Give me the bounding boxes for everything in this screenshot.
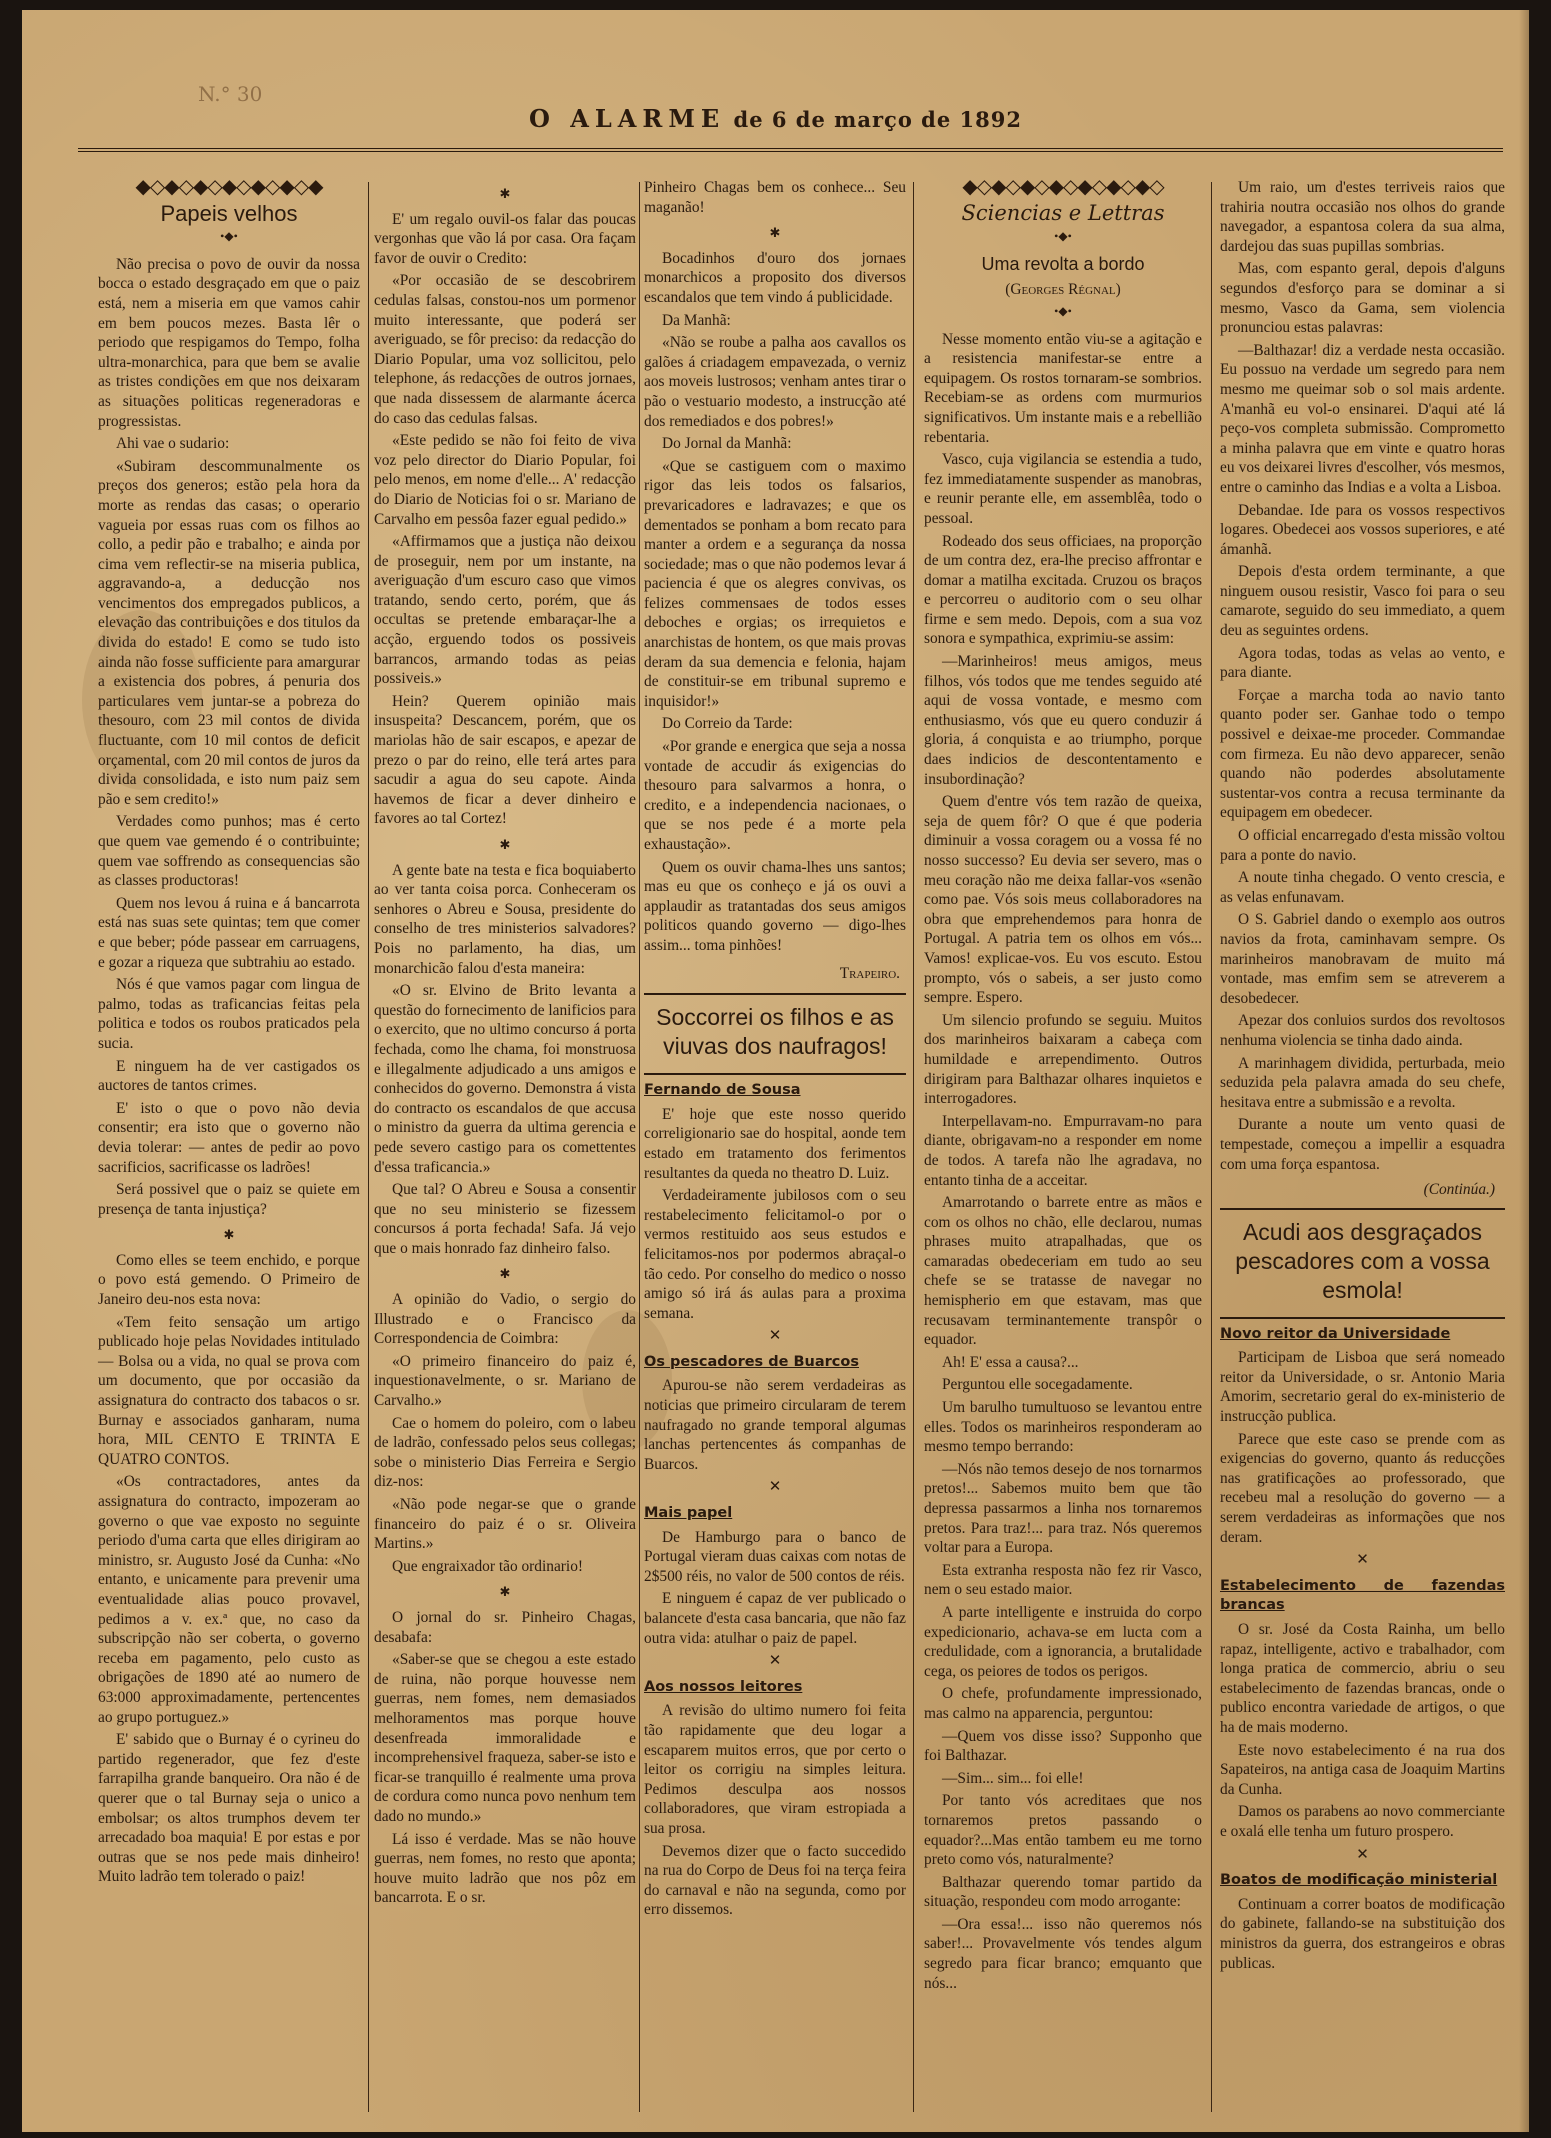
paragraph: De Hamburgo para o banco de Portugal vieram duas caixas com notas de 2$500 réis, no valor de 500 contos de réis. <box>644 1528 906 1585</box>
ornament-row: ◆◇◆◇◆◇◆◇◆◇◆◇◆◇ <box>962 178 1164 198</box>
ornament-row: ◆◇◆◇◆◇◆◇◆◇◆◇◆ <box>135 178 323 198</box>
paragraph: O official encarregado d'esta missão voltou para a ponte do navio. <box>1220 827 1505 864</box>
news-subhead: Estabelecimento de fazendas brancas <box>1220 1577 1505 1614</box>
paragraph: Verdadeiramente jubilosos com o seu restabelecimento felicitamol-o por o vermos restituido aos seus estudos e felicitamos-nos por podermos abraçal-o tão cedo. Por conselho do medico o nosso amigo só irá ás aulas para a proxima semana. <box>644 1187 906 1322</box>
paper-name: O ALARME <box>529 104 726 133</box>
cross-divider: ✕ <box>768 1653 782 1670</box>
paragraph: Perguntou elle socegadamente. <box>942 1376 1133 1394</box>
news-subhead: Boatos de modificação ministerial <box>1220 1872 1498 1889</box>
source-label: Do Jornal da Manhã: <box>662 435 792 453</box>
paragraph: Cae o homem do poleiro, com o labeu de ladrão, confessado pelos seus collegas; sobe o ministerio Dias Ferreira e Sergio diz-nos: <box>374 1414 636 1491</box>
appeal-headline: Soccorrei os filhos e as viuvas dos naufragos! <box>656 1004 894 1060</box>
paragraph: Ahi vae o sudario: <box>116 435 230 453</box>
paragraph: Durante a noute um vento quasi de tempestade, começou a impellir a esquadra com uma força espantosa. <box>1220 1116 1505 1173</box>
paragraph: Participam de Lisboa que será nomeado reitor da Universidade, o sr. Antonio Maria Amorim, secretario geral do ex-ministerio de instrucção publica. <box>1220 1349 1505 1426</box>
cross-divider: ✕ <box>1356 1552 1369 1569</box>
column-rule <box>639 182 640 2112</box>
paragraph: Apurou-se não serem verdadeiras as noticias que primeiro circularam de terem naufragado no grande temporal algumas lanchas pertencentes ás companhas de Buarcos. <box>644 1377 906 1473</box>
column-3 <box>644 178 906 1923</box>
paragraph: Nesse momento então viu-se a agitação e a resistencia manifestar-se entre a equipagem. Os rostos tornaram-se sombrios. Recebiam-se as ordens com murmurios significativos. Um instante mais e a rebellião rebentaria. <box>924 330 1202 446</box>
paragraph: Rodeado dos seus officiaes, na proporção de um contra dez, era-lhe preciso affrontar e domar a matilha excitada. Cruzou os braços e percorreu o auditorio com o seu olhar firme e sem medo. Depois, com a sua voz sonora e sympathica, exprimiu-se assim: <box>924 532 1202 648</box>
paragraph: E' hoje que este nosso querido correligionario sae do hospital, aonde tem estado em tratamento dos ferimentos resultantes da queda no theatro D. Luiz. <box>644 1105 906 1182</box>
paragraph: Hein? Querem opinião mais insuspeita? Descancem, porém, que os mariolas hão de sair escapos, e apezar de prezo o par do reino, elle terá artes para sacudir a agua do seu capote. Ainda havemos de ficar a dever dinheiro e favores ao tal Cortez! <box>374 692 636 828</box>
paragraph: —Balthazar! diz a verdade nesta occasião. Eu possuo na verdade um segredo para nem mesmo me queimar sob o sol mais ardente. A'manhã eu vol-o ensinarei. D'aqui até lá peço-vos completa submissão. Comprometto a minha palavra que em vinte e quatro horas eu vos deixarei livres d'escolher, vós mesmos, entre o caminho das Indias e a volta a Lisboa. <box>1220 341 1505 496</box>
paragraph: Mas, com espanto geral, depois d'alguns segundos d'esforço para se dominar a si mesmo, Vasco da Gama, sem violencia pronunciou estas palavras: <box>1220 260 1505 337</box>
section-rule <box>644 1073 906 1075</box>
paragraph: Balthazar querendo tomar partido da situação, respondeu com modo arrogante: <box>924 1873 1202 1911</box>
star-divider: ✱ <box>499 1266 511 1282</box>
quote-paragraph: «Por grande e energica que seja a nossa vontade de accudir ás exigencias do thesouro para salvarmos a honra, o credito, e a independencia nacionaes, o que se nos pede é a morte pela exhaustação». <box>644 738 906 853</box>
cross-divider: ✕ <box>1356 1846 1369 1863</box>
star-divider: ✱ <box>223 1227 235 1243</box>
paragraph: —Sim... sim... foi elle! <box>942 1769 1084 1787</box>
paragraph: Depois d'esta ordem terminante, a que ninguem ousou resistir, Vasco foi para o seu camarote, seguido do seu immediato, a quem deu as seguintes ordens. <box>1220 563 1505 640</box>
paragraph: —Nós não temos desejo de nos tornarmos pretos!... Sabemos muito bem que tão depressa passarmos a linha nos tornaremos pretos. Para traz!... para traz. Nós queremos voltar para a Europa. <box>924 1460 1202 1557</box>
source-label: Da Manhã: <box>662 311 731 329</box>
issue-number: N.° 30 <box>198 82 263 106</box>
paragraph: Como elles se teem enchido, e porque o povo está gemendo. O Primeiro de Janeiro deu-nos esta nova: <box>98 1251 360 1309</box>
star-divider: ✱ <box>499 186 511 201</box>
paragraph: Debandae. Ide para os vossos respectivos logares. Obedecei aos vossos superiores, e até ámanhã. <box>1220 501 1505 558</box>
continues-note: (Continúa.) <box>1423 1181 1495 1199</box>
paragraph: Um silencio profundo se seguiu. Muitos dos marinheiros baixaram a cabeça com humildade e arrependimento. Outros dirigiram para Balthazar olhares inquietos e interrogadores. <box>924 1011 1202 1108</box>
quote-paragraph: «Que se castiguem com o maximo rigor das leis todos os falsarios, prevaricadores e ladravazes; e que os dementados se ponham a bom recato para manter a ordem e a segurança da nossa sociedade; mas o que não podemos levar á paciencia é que os alegres convivas, os felizes commensaes de todos esses deboches e orgias; os irrequietos e anarchistas de hontem, os que mais provas deram da sua demencia e felonia, hajam de constituir-se em tribunal supremo e inquisidor!» <box>644 457 907 710</box>
column-rule <box>913 182 914 2112</box>
paragraph: A parte intelligente e instruida do corpo expedicionario, achava-se em lucta com a credulidade, com a ignorancia, a brutalidade cega, os peiores de todos os perigos. <box>924 1603 1202 1680</box>
news-subhead: Aos nossos leitores <box>644 1678 803 1695</box>
column-rule <box>368 182 369 2112</box>
quote-paragraph: «Por occasião de se descobrirem cedulas falsas, constou-nos um pormenor muito interessante, que poderá ser averiguado, se fôr preciso: da redacção do Diario Popular, uma voz sollicitou, pelo telephone, ás redacções de outros jornaes, que nada dissessem de alarmante ácerca do caso das cedulas falsas. <box>374 272 636 427</box>
news-subhead: Mais papel <box>644 1505 733 1522</box>
paragraph: O S. Gabriel dando o exemplo aos outros navios da frota, caminhavam sempre. Os marinheiros manobravam de muito má vontade, mas emfim sem se atreverem a desobedecer. <box>1220 911 1505 1007</box>
paragraph: —Marinheiros! meus amigos, meus filhos, vós todos que me tendes seguido até aqui de vossa vontade, e mesmo com enthusiasmo, vós que eu quero conduzir á gloria, á conquista e ao triumpho, porque daes indicios de descontentamento e insubordinação? <box>924 653 1202 788</box>
column-4 <box>924 178 1202 1996</box>
paragraph: Que engraixador tão ordinario! <box>392 1557 584 1575</box>
paragraph: Um barulho tumultuoso se levantou entre elles. Todos os marinheiros responderam ao mesmo tempo berrando: <box>924 1399 1202 1456</box>
quote-paragraph: «O sr. Elvino de Brito levanta a questão do fornecimento de lanificios para o exercito, que no ultimo concurso á porta fechada, como lhe chama, foi monstruosa e illegalmente adjudicado a uns amigos e conhecidos do governo. Demonstra á vista do contracto os escandalos de que accusa o ministro da guerra da ultima gerencia e pede severo castigo para os comettentes d'essa traficancia.» <box>374 982 636 1176</box>
masthead-rule <box>78 148 1503 152</box>
section-rule <box>1220 1317 1505 1319</box>
quote-paragraph: «Não se roube a palha aos cavallos os galões á criadagem empavezada, o verniz aos moveis lustrosos; venham antes tirar o pão o vestuario modesto, a instrucção até dos remediados e dos pobres!» <box>644 334 906 430</box>
column-rule <box>1211 182 1212 2112</box>
quote-paragraph: «Não pode negar-se que o grande financeiro do paiz é o sr. Oliveira Martins.» <box>374 1496 636 1553</box>
news-subhead: Os pescadores de Buarcos <box>644 1353 859 1370</box>
quote-paragraph: «Affirmamos que a justiça não deixou de proseguir, nem por um instante, na averiguação d'um escuro caso que vimos tratando, sendo certo, porém, que ás occultas se pretende embaraçar-lhe a acção, erguendo todos os possiveis barrancos, armando todas as peias possiveis.» <box>374 533 636 688</box>
paragraph: Parece que este caso se prende com as exigencias do governo, quanto ás reducções nas gratificações ao professorado, que recebeu mal a resolução do governo — a serem verdadeiras as informações que nos deram. <box>1220 1430 1505 1546</box>
paragraph: E' isto o que o povo não devia consentir; era isto que o governo não devia tolerar: — antes de pedir ao povo sacrificios, sacrificasse os ladrões! <box>98 1099 360 1176</box>
paragraph: E ninguem é capaz de ver publicado o balancete d'esta casa bancaria, que não faz outra vida: atulhar o paiz de papel. <box>644 1590 906 1647</box>
paragraph: Verdades como punhos; mas é certo que quem vae gemendo é o contribuinte; quem vae soffrendo as consequencias são as classes productoras! <box>98 813 360 890</box>
page-edge-shadow <box>1519 10 1529 2132</box>
paragraph: Devemos dizer que o facto succedido na rua do Corpo de Deus foi na terça feira do carnaval e não na segunda, como por erro dissemos. <box>644 1842 906 1919</box>
paragraph: Pinheiro Chagas bem os conhece... Seu maganão! <box>644 179 906 216</box>
quote-paragraph: «Este pedido se não foi feito de viva voz pelo director do Diario Popular, foi pelo menos, em nome d'elle... A' redacção do Diario de Noticias foi o sr. Mariano de Carvalho em pessôa fazer egual pedido.» <box>374 432 636 528</box>
paragraph: E' um regalo ouvil-os falar das poucas vergonhas que vão lá por casa. Ora façam favor de ouvir o Credito: <box>374 210 636 267</box>
quote-paragraph: «Saber-se que se chegou a este estado de ruina, não porque houvesse nem guerras, nem fomes, nem demasiados melhoramentos mas porque houve desenfreada immoralidade e incomprehensivel fraqueza, saber-se isto e ficar-se tranquillo é realmente uma prova de cordura como nunca povo nenhum tem dado no mundo.» <box>374 1651 636 1825</box>
section-rule <box>1220 1208 1505 1210</box>
paragraph: Quem nos levou á ruina e á bancarrota está nas suas sete quintas; tem que comer e que beber; póde passear em carruagens, e gozar a riqueza que subtrahiu ao estado. <box>98 894 360 971</box>
paragraph: Amarrotando o barrete entre as mãos e com os olhos no chão, elle declarou, numas phrases muito atrapalhadas, que os camaradas obedeceriam em tudo ao seu chefe se se tratasse de navegar no hemispherio em que estavam, mas que recusavam terminantemente transpôr o equador. <box>924 1194 1202 1349</box>
paragraph: Que tal? O Abreu e Sousa a consentir que no seu ministerio se fizessem concursos á porta fechada! Safa. Já vejo que o mais honrado faz dinheiro falso. <box>374 1181 636 1257</box>
paragraph: E' sabido que o Burnay é o cyrineu do partido regenerador, que fez d'este farrapilha grande banqueiro. Ora não é de querer que o tal Burnay seja o unico a embolsar; os altos trumphos devem ter arrecadado boa maquia! E por estas e por outras que se nos pede mais dinheiro! Muito ladrão tem tolerado o paiz! <box>98 1731 360 1886</box>
section-rule <box>644 993 906 995</box>
article-title: Uma revolta a bordo <box>981 253 1145 274</box>
paragraph: Nós é que vamos pagar com lingua de palmo, todas as traficancias feitas pela politica e todos os roubos praticados pela sucia. <box>98 976 360 1052</box>
paragraph: Este novo estabelecimento é na rua dos Sapateiros, na antiga casa de Joaquim Martins da Cunha. <box>1220 1741 1505 1798</box>
paragraph: O chefe, profundamente impressionado, mas calmo na apparencia, perguntou: <box>924 1685 1202 1722</box>
paragraph: Não precisa o povo de ouvir da nossa bocca o estado desgraçado em que o paiz está, nem a miseria em que vamos cahir em bem poucos mezes. Basta lêr o periodo que respigamos do Tempo, folha ultra-monarchica, para que bem se avalie as tristes condições em que nos deixaram as situações politicas regeneradoras e progressistas. <box>98 255 360 430</box>
paragraph: —Ora essa!... isso não queremos nós saber!... Provavelmente vós tendes algum segredo para ficar branco; emquanto que nós... <box>924 1915 1202 1992</box>
paragraph: Um raio, um d'estes terriveis raios que trahiria noutra occasião nos olhos do grande navegador, a espantosa colera da sua alma, dardejou das suas pupillas sombrias. <box>1220 179 1505 255</box>
section-title: Sciencias e Lettras <box>961 200 1165 225</box>
paragraph: A opinião do Vadio, o sergio do Illustrado e o Francisco da Correspondencia de Coimbra: <box>374 1291 636 1348</box>
paragraph: Quem d'entre vós tem razão de queixa, seja de quem fôr? O que é que poderia diminuir a vossa coragem ou a vossa fé no nosso successo? Eu devia ser severo, mas o meu coração não me deixa fallar-vos «senão como pae. Vós sois meus collaboradores na obra que emprehendemos para honra de Portugal. A patria tem os olhos em vós... Vamos! explicae-vos. Eu vos escuto. Estou prompto, vós o sabeis, a ser justo como sempre. Espero. <box>924 793 1202 1007</box>
paragraph: Quem os ouvir chama-lhes uns santos; mas eu que os conheço e já os ouvi a applaudir as tratantadas dos seus amigos politicos quando governo — digo-lhes assim... toma pinhões! <box>644 858 906 954</box>
source-label: Do Correio da Tarde: <box>662 715 793 733</box>
paragraph: A marinhagem dividida, perturbada, meio seduzida pela palavra amada do seu chefe, hesitava entre a submissão e a revolta. <box>1220 1054 1505 1111</box>
paragraph: —Quem vos disse isso? Supponho que foi Balthazar. <box>924 1727 1202 1765</box>
column-1 <box>98 178 360 1890</box>
masthead <box>22 104 1529 133</box>
ornament-divider: •◆• <box>1054 303 1072 318</box>
paragraph: Esta extranha resposta não fez rir Vasco, nem o seu estado maior. <box>924 1561 1202 1599</box>
paragraph: Por tanto vós acreditaes que nos tornaremos pretos passando o equador?...Mas então tambem eu me torno preto como vós, naturalmente? <box>924 1792 1202 1869</box>
paragraph: Bocadinhos d'ouro dos jornaes monarchicos a proposito dos diversos escandalos que tem vindo á publicidade. <box>644 249 906 306</box>
star-divider: ✱ <box>499 1584 511 1600</box>
quote-paragraph: «Os contractadores, antes da assignatura do contracto, impozeram ao governo o que vae exposto no seguinte periodo d'uma carta que elles dirigiram ao ministro, sr. Augusto José da Cunha: «No entanto, e unicamente para prevenir uma eventualidade alias pouco provavel, pedimos a v. ex.ª que, no caso da subscripção não ser coberta, o governo receba em pagamento, pelo custo as obrigações de 1890 até ao numero de 63:000 approximadamente, pertencentes ao grupo portuguez.» <box>98 1473 360 1726</box>
author-name: (Georges Régnal) <box>1005 281 1121 299</box>
paragraph: E ninguem ha de ver castigados os auctores de tantos crimes. <box>98 1057 360 1095</box>
paragraph: Lá isso é verdade. Mas se não houve guerras, nem fomes, no resto que aponta; houve muito ladrão que nos pôz em bancarrota. E o sr. <box>374 1830 636 1907</box>
author-signature: Trapeiro. <box>839 964 900 982</box>
paragraph: Ah! E' essa a causa?... <box>942 1353 1079 1371</box>
paragraph: Apezar dos conluios surdos dos revoltosos nenhuma violencia se tinha dado ainda. <box>1220 1012 1505 1049</box>
paragraph: O jornal do sr. Pinheiro Chagas, desabafa: <box>374 1608 636 1646</box>
paragraph: Forçae a marcha toda ao navio tanto quanto poder ser. Ganhae todo o tempo possivel e deixae-me proceder. Commandae com firmeza. Eu não devo apparecer, senão quando não poderdes absolutamente sustentar-vos contra a recusa terminante da equipagem em obedecer. <box>1220 686 1505 822</box>
ornament-divider: •◆• <box>220 229 238 244</box>
paragraph: Será possivel que o paiz se quiete em presença de tanta injustiça? <box>98 1181 360 1218</box>
column-2 <box>374 178 636 1911</box>
issue-date: de 6 de março de 1892 <box>733 107 1022 132</box>
paragraph: Vasco, cuja vigilancia se estendia a tudo, fez immediatamente suspender as manobras, e reunir perante elle, em assemblêa, todo o pessoal. <box>924 451 1202 527</box>
ornament-divider: •◆• <box>1054 229 1072 244</box>
paragraph: Agora todas, todas as velas ao vento, e para diante. <box>1220 644 1505 682</box>
paragraph: Damos os parabens ao novo commerciante e oxalá elle tenha um futuro prospero. <box>1220 1803 1505 1840</box>
quote-paragraph: «O primeiro financeiro do paiz é, inquestionavelmente, o sr. Mariano de Carvalho.» <box>374 1352 636 1410</box>
cross-divider: ✕ <box>768 1328 782 1345</box>
paragraph: A noute tinha chegado. O vento crescia, e as velas enfunavam. <box>1220 869 1505 906</box>
cross-divider: ✕ <box>768 1479 782 1496</box>
paragraph: O sr. José da Costa Rainha, um bello rapaz, intelligente, activo e trabalhador, com longa pratica de commercio, abriu o seu estabelecimento de fazendas brancas, onde o publico encontra variedade de artigos, o que ha de mais moderno. <box>1220 1621 1505 1736</box>
paragraph: Interpellavam-no. Empurravam-no para diante, obrigavam-no a responder em nome de todos. A tarefa não lhe agradava, no entanto tinha de a acceitar. <box>924 1112 1202 1189</box>
star-divider: ✱ <box>769 225 781 241</box>
newspaper-page <box>22 10 1529 2132</box>
article-title: Papeis velhos <box>160 200 298 226</box>
star-divider: ✱ <box>499 837 511 852</box>
quote-paragraph: «Subiram descommunalmente os preços dos generos; estão pela hora da morte as rendas das casas; o operario vagueia por essas ruas com os filhos ao collo, a pedir pão e trabalho; e ainda por cima vem reflectir-se na miseria publica, aggravando-a, a deducção nos vencimentos dos empregados publicos, a elevação das contribuições e dos titulos da divida do estado! E como se tudo isto ainda não fosse sufficiente para amargurar a existencia dos pobres, á penuria dos particulares vem juntar-se a pobreza do thesouro, com 23 mil contos de divida fluctuante, com 10 mil contos de deficit orçamental, com 20 mil contos de juros da divida consolidada, e isto num paiz sem pão e sem credito!» <box>98 457 360 808</box>
paragraph: A gente bate na testa e fica boquiaberto ao ver tanta coisa porca. Conheceram os senhores o Abreu e Sousa, presidente do conselho de tres ministerios salvadores? Pois no parlamento, ha dias, um monarchicão falou d'esta maneira: <box>374 861 636 977</box>
news-subhead: Novo reitor da Universidade <box>1220 1325 1451 1342</box>
news-subhead: Fernando de Sousa <box>644 1082 801 1099</box>
appeal-headline: Acudi aos desgraçados pescadores com a vossa esmola! <box>1235 1218 1490 1303</box>
paragraph: A revisão do ultimo numero foi feita tão rapidamente que deu logar a escaparem muitos erros, que por certo o leitor os corrigiu na simples leitura. Pedimos desculpa aos nossos collaboradores, que viram estropiada a sua prosa. <box>644 1702 906 1837</box>
quote-paragraph: «Tem feito sensação um artigo publicado hoje pelas Novidades intitulado — Bolsa ou a vida, no qual se prova com um documento, que por occasião da assignatura do contracto dos tabacos o sr. Burnay e associados ganharam, numa hora, MIL CENTO E TRINTA E QUATRO CONTOS. <box>98 1313 360 1468</box>
paragraph: Continuam a correr boatos de modificação do gabinete, fallando-se na substituição dos ministros da guerra, dos estrangeiros e obras publicas. <box>1220 1895 1505 1972</box>
column-5 <box>1220 178 1505 1976</box>
